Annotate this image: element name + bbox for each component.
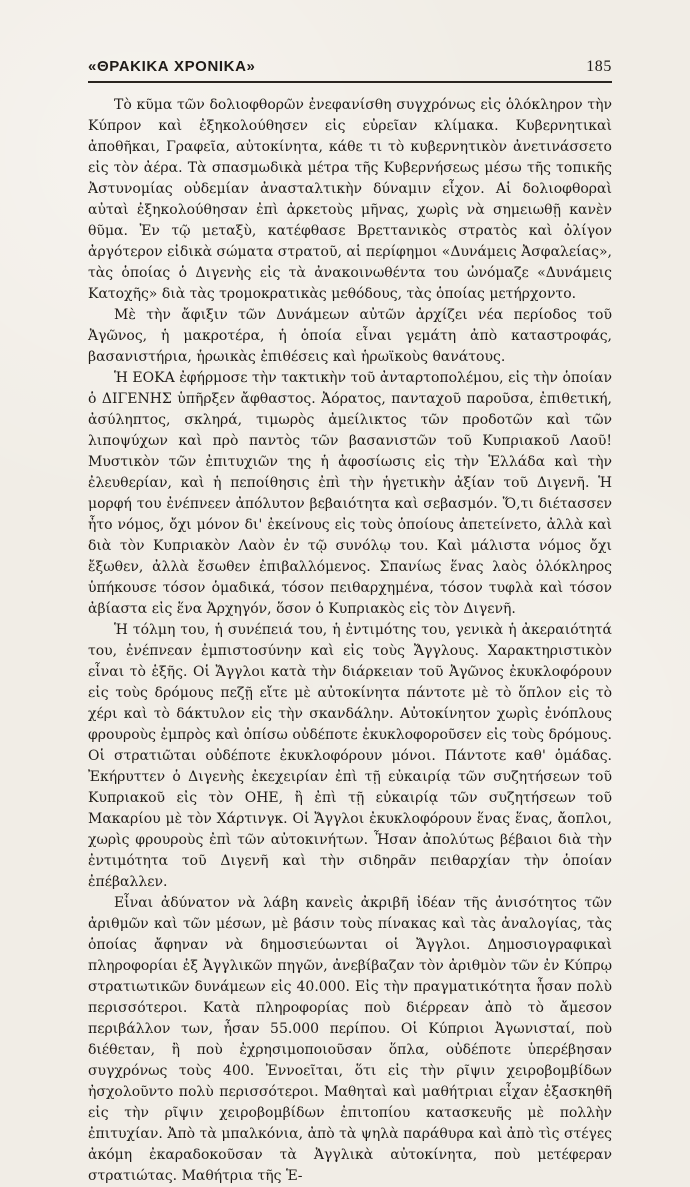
paragraph: Εἶναι ἀδύνατον νὰ λάβη κανεὶς ἀκριβῆ ἰδέαν τῆς ἀνισότητος τῶν ἀριθμῶν καὶ τῶν μέσων, μὲ βάσιν τοὺς πίνακας καὶ τὰς ἀναλογίας, τὰς ὁποίας ἄφηναν νὰ δημοσιεύωνται οἱ Ἄγγλοι. Δημοσιογραφικαὶ πληροφορίαι ἐξ Ἀγγλικῶν πηγῶν, ἀνεβίβαζαν τὸν ἀριθμὸν τῶν ἐν Κύπρῳ στρατιωτικῶν δυνάμεων εἰς 40.000. Εἰς τὴν πραγματικότητα ἦσαν πολὺ περισσότεροι. Κατὰ πληροφορίας ποὺ διέρρεαν ἀπὸ τὸ ἄμεσον περιβάλλον των, ἦσαν 55.000 περίπου. Οἱ Κύπριοι Ἀγωνισταί, ποὺ διέθεταν, ἢ ποὺ ἐχρησιμοποιοῦσαν ὅπλα, οὐδέποτε ὑπερέβησαν συγχρόνως τοὺς 400. Ἐννοεῖται, ὅτι εἰς τὴν ρῖψιν χειροβομβίδων ἠσχολοῦντο πολὺ περισσότεροι. Μαθηταὶ καὶ μαθήτριαι εἶχαν ἐξασκηθῆ εἰς τὴν ρῖψιν χειροβομβίδων ἐπιτοπίου κατασκευῆς μὲ πολλὴν ἐπιτυχίαν. Ἀπὸ τὰ μπαλκόνια, ἀπὸ τὰ ψηλὰ παράθυρα καὶ ἀπὸ τὶς στέγες ἀκόμη ἐκαραδοκοῦσαν τὰ Ἀγγλικὰ αὐτοκίνητα, ποὺ μετέφεραν στρατιώτας. Μαθήτρια τῆς Ἑ- [88,895,612,1184]
page-number: 185 [586,58,612,75]
running-header [88,58,612,76]
journal-title: «ΘΡΑΚΙΚΑ ΧΡΟΝΙΚΑ» [88,58,256,75]
paragraph: Ἡ τόλμη του, ἡ συνέπειά του, ἡ ἐντιμότης του, γενικὰ ἡ ἀκεραιότητά του, ἐνέπνεαν ἐμπιστοσύνην καὶ εἰς τοὺς Ἄγγλους. Χαρακτηριστικὸν εἶναι τὸ ἑξῆς. Οἱ Ἄγγλοι κατὰ τὴν διάρκειαν τοῦ Ἀγῶνος ἐκυκλοφόρουν εἰς τοὺς δρόμους πεζῇ εἴτε μὲ αὐτοκίνητα πάντοτε μὲ τὸ ὅπλον εἰς τὸ χέρι καὶ τὸ δάκτυλον εἰς τὴν σκανδάλην. Αὐτοκίνητον χωρὶς ἐνόπλους φρουροὺς ἐμπρὸς καὶ ὀπίσω οὐδέποτε ἐκυκλοφοροῦσεν εἰς τοὺς δρόμους. Οἱ στρατιῶται οὐδέποτε ἐκυκλοφόρουν μόνοι. Πάντοτε καθ' ὁμάδας. Ἐκήρυττεν ὁ Διγενὴς ἐκεχειρίαν ἐπὶ τῇ εὐκαιρίᾳ τῶν συζητήσεων τοῦ Κυπριακοῦ εἰς τὸν ΟΗΕ, ἢ ἐπὶ τῇ εὐκαιρίᾳ τῶν συζητήσεων τοῦ Μακαρίου μὲ τὸν Χάρτινγκ. Οἱ Ἄγγλοι ἐκυκλοφόρουν ἕνας ἕνας, ἄοπλοι, χωρὶς φρουροὺς ἐπὶ τῶν αὐτοκινήτων. Ἦσαν ἀπολύτως βέβαιοι διὰ τὴν ἐντιμότητα τοῦ Διγενῆ καὶ τὴν σιδηρᾶν πειθαρχίαν τὴν ὁποίαν ἐπέβαλλεν. [88,622,612,890]
header-rule [88,81,612,83]
article-body [88,95,612,1187]
paragraph: Ἡ ΕΟΚΑ ἐφήρμοσε τὴν τακτικὴν τοῦ ἀνταρτοπολέμου, εἰς τὴν ὁποίαν ὁ ΔΙΓΕΝΗΣ ὑπῆρξεν ἄφθαστος. Ἀόρατος, πανταχοῦ παροῦσα, ἐπιθετική, ἀσύληπτος, σκληρά, τιμωρὸς ἀμείλικτος τῶν προδοτῶν καὶ τῶν λιποψύχων καὶ πρὸ παντὸς τῶν βασανιστῶν τοῦ Κυπριακοῦ Λαοῦ! Μυστικὸν τῶν ἐπιτυχιῶν της ἡ ἀφοσίωσις εἰς τὴν Ἑλλάδα καὶ τὴν ἐλευθερίαν, καὶ ἡ πεποίθησις ἐπὶ τὴν ἡγετικὴν ἀξίαν τοῦ Διγενῆ. Ἡ μορφή του ἐνέπνεεν ἀπόλυτον βεβαιότητα καὶ σεβασμόν. Ὅ,τι διέτασσεν ἦτο νόμος, ὄχι μόνον δι' ἐκείνους εἰς τοὺς ὁποίους ἀπετείνετο, ἀλλὰ καὶ διὰ τὸν Κυπριακὸν Λαὸν ἐν τῷ συνόλῳ του. Καὶ μάλιστα νόμος ὄχι ἔξωθεν, ἀλλὰ ἔσωθεν ἐπιβαλλόμενος. Σπανίως ἕνας λαὸς ὁλόκληρος ὑπήκουσε τόσον ὁμαδικά, τόσον πειθαρχημένα, τόσον τυφλὰ καὶ τόσον ἀβίαστα εἰς ἕνα Ἀρχηγόν, ὅσον ὁ Κυπριακὸς εἰς τὸν Διγενῆ. [88,370,612,617]
paragraph: Μὲ τὴν ἄφιξιν τῶν Δυνάμεων αὐτῶν ἀρχίζει νέα περίοδος τοῦ Ἀγῶνος, ἡ μακροτέρα, ἡ ὁποία εἶναι γεμάτη ἀπὸ καταστροφάς, βασανιστήρια, ἡρωικὰς ἐπιθέσεις καὶ ἡρωϊκοὺς θανάτους. [88,307,612,365]
paragraph: Τὸ κῦμα τῶν δολιοφθορῶν ἐνεφανίσθη συγχρόνως εἰς ὁλόκληρον τὴν Κύπρον καὶ ἐξηκολούθησεν εἰς εὐρεῖαν κλίμακα. Κυβερνητικαὶ ἀποθῆκαι, Γραφεῖα, αὐτοκίνητα, κάθε τι τὸ κυβερνητικὸν ἀνετινάσσετο εἰς τὸν ἀέρα. Τὰ σπασμωδικὰ μέτρα τῆς Κυβερνήσεως μέσω τῆς τοπικῆς Ἀστυνομίας οὐδεμίαν ἀνασταλτικὴν δύναμιν εἶχον. Αἱ δολιοφθοραὶ αὐταὶ ἐξηκολούθησαν ἐπὶ ἀρκετοὺς μῆνας, χωρὶς νὰ σημειωθῇ κανὲν θῦμα. Ἐν τῷ μεταξὺ, κατέφθασε Βρεττανικὸς στρατὸς καὶ ὀλίγον ἀργότερον εἰδικὰ σώματα στρατοῦ, αἱ περίφημοι «Δυνάμεις Ἀσφαλείας», τὰς ὁποίας ὁ Διγενὴς εἰς τὰ ἀνακοινωθέντα του ὠνόμαζε «Δυνάμεις Κατοχῆς» διὰ τὰς τρομοκρατικὰς μεθόδους, τὰς ὁποίας μετήρχοντο. [88,97,612,302]
